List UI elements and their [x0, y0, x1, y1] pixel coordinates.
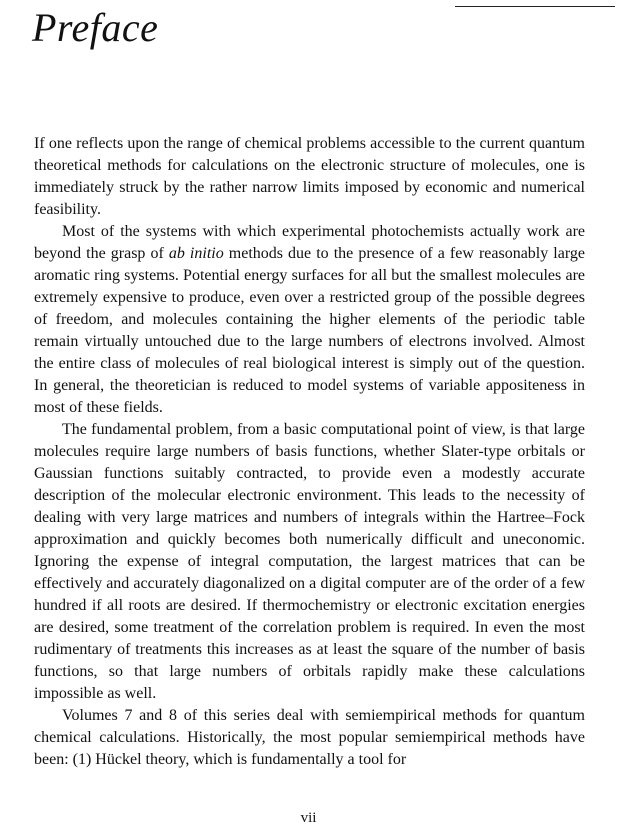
paragraph-text: The fundamental problem, from a basic computational point of view, is that large molecules require large numbers of basis functions, whether Slater-type orbitals or Gaussian functions suitably contracted, to provide even a modestly accurate description of the molecular electronic environment. This leads to the necessity of dealing with very large matrices and numbers of integrals within the Hartree–Fock approximation and quickly becomes both numerically difficult and uneconomic. Ignoring the expense of integral computation, the largest matrices that can be effectively and accurately diagonalized on a digital computer are of the order of a few hundred if all roots are desired. If thermochemistry or electronic excitation energies are desired, some treatment of the correlation problem is required. In even the most rudimentary of treatments this increases as at least the square of the number of basis functions, so that large numbers of orbitals rapidly make these calculations impossible as well.: [34, 421, 585, 702]
preface-body: [34, 133, 585, 771]
italic-term: ab initio: [168, 245, 224, 262]
paragraph-text: methods due to the presence of a few reasonably large aromatic ring systems. Potential energy surfaces for all but the smallest molecules are extremely expensive to produce, even over a restricted group of the possible degrees of freedom, and molecules containing the higher elements of the periodic table remain virtually untouched due to the large numbers of electrons involved. Almost the entire class of molecules of real biological interest is simply out of the question. In general, the theoretician is reduced to model systems of variable appositeness in most of these fields.: [34, 245, 585, 416]
paragraph: [34, 705, 585, 771]
paragraph: [34, 221, 585, 419]
top-rule: [455, 6, 615, 7]
page-title: Preface: [32, 5, 159, 50]
paragraph-text: Volumes 7 and 8 of this series deal with semiempirical methods for quantum chemical calculations. Historically, the most popular semiempirical methods have been: (1) Hückel theory, which is fundamentally a tool for: [34, 707, 585, 768]
paragraph-text: If one reflects upon the range of chemical problems accessible to the current quantum theoretical methods for calculations on the electronic structure of molecules, one is immediately struck by the rather narrow limits imposed by economic and numerical feasibility.: [34, 135, 585, 218]
paragraph: [34, 419, 585, 705]
paragraph: [34, 133, 585, 221]
paragraph-text: Most of the systems with which experimental photochemists actually work are beyond the grasp of: [34, 223, 585, 262]
page-number: vii: [300, 810, 317, 826]
